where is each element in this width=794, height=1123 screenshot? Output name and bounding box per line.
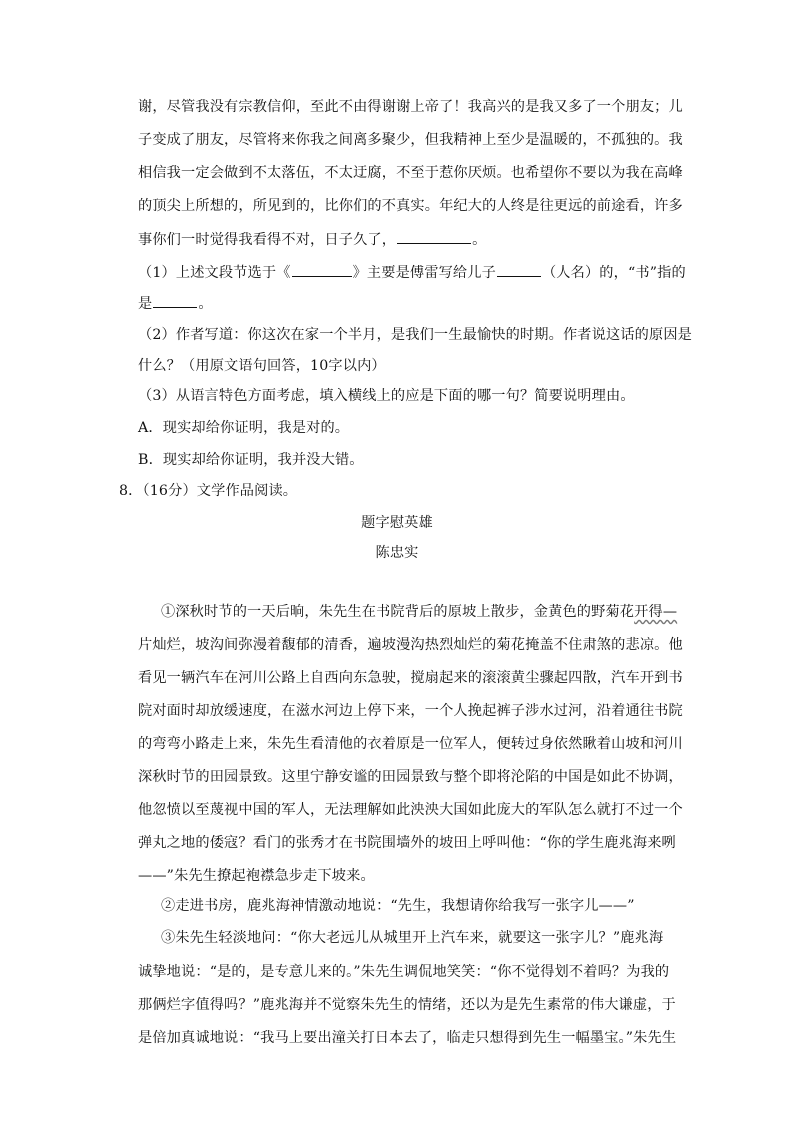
story-p3-line-4: 是倍加真诚地说：“我马上要出潼关打日本去了，临走只想得到先生一幅墨宝。”朱先生 [138, 1030, 677, 1046]
story-p1-line-1-text: ①深秋时节的一天后晌，朱先生在书院背后的原坡上散步，金黄色的野菊花 [161, 604, 635, 620]
story-p1-line-3: 看见一辆汽车在河川公路上自西向东急驶，搅扇起来的滚滚黄尘骤起四散，汽车开到书 [138, 670, 683, 686]
passage-line-5 [138, 229, 486, 250]
story-title: 题字慰英雄 [361, 515, 433, 531]
book-meaning-blank[interactable] [153, 293, 197, 308]
question-7-2-cont: 什么？（用原文语句回答，10字以内） [138, 358, 386, 374]
passage-line-5-text: 事你们一时觉得我看得不对，日子久了， [138, 232, 397, 248]
story-p1-line-9: ——”朱先生撩起袍襟急步走下坡来。 [138, 868, 375, 884]
story-p2: ②走进书房，鹿兆海神情激动地说：“先生，我想请你给我写一张字儿——” [161, 898, 635, 914]
passage-line-5-end: 。 [472, 232, 487, 248]
q1-text-d: 是 [138, 296, 153, 312]
answer-blank[interactable] [397, 229, 471, 244]
q1-text-c: （人名）的，“书”指的 [541, 265, 686, 281]
option-a[interactable]: A．现实却给你证明，我是对的。 [138, 420, 350, 436]
passage-line-4: 的顶尖上所想的，所见到的，比你们的不真实。年纪大的人终是往更远的前途看，许多 [138, 198, 683, 214]
passage-line-3: 相信我一定会做到不太落伍，不太迂腐，不至于惹你厌烦。也希望你不要以为我在高峰 [138, 165, 683, 181]
question-7-1 [138, 262, 686, 283]
story-p1-line-6: 深秋时节的田园景致。这里宁静安谧的田园景致与整个即将沦陷的中国是如此不协调， [138, 769, 683, 785]
passage-line-2: 子变成了朋友，尽管将来你我之间离多聚少，但我精神上至少是温暖的，不孤独的。我 [138, 132, 683, 148]
story-p1-line-7: 他忽愤以至蔑视中国的军人，无法理解如此泱泱大国如此庞大的军队怎么就打不过一个 [138, 802, 683, 818]
question-7-2: （2）作者写道：你这次在家一个半月，是我们一生最愉快的时期。作者说这话的原因是 [138, 327, 693, 343]
story-p3-line-3: 那俩烂字值得吗？”鹿兆海并不觉察朱先生的情绪，还以为是先生素常的伟大谦虚，于 [138, 997, 676, 1013]
story-author: 陈忠实 [375, 545, 419, 561]
question-8-heading: 8．（16分）文学作品阅读。 [119, 483, 298, 499]
question-7-1-cont [138, 293, 213, 314]
story-p1-line-8: 弹丸之地的倭寇？看门的张秀才在书院围墙外的坡田上呼叫他：“你的学生鹿兆海来咧 [138, 835, 676, 851]
question-7-3: （3）从语言特色方面考虑，填入横线上的应是下面的哪一句？简要说明理由。 [138, 388, 635, 404]
son-name-blank[interactable] [497, 262, 541, 277]
story-p1-line-4: 院对面时却放缓速度，在滋水河边上停下来，一个人挽起裤子涉水过河，沿着通往书院 [138, 703, 683, 719]
q1-text-b: 》主要是傅雷写给儿子 [352, 265, 496, 281]
story-p1-line-5: 的弯弯小路走上来，朱先生看清他的衣着原是一位军人，便转过身依然瞅着山坡和河川 [138, 736, 683, 752]
story-p3-line-2: 诚挚地说：“是的，是专意儿来的。”朱先生调侃地笑笑：“你不觉得划不着吗？为我的 [138, 964, 670, 980]
story-p1-line-2: 片灿烂，坡沟间弥漫着馥郁的清香，遍坡漫沟热烈灿烂的菊花掩盖不住肃煞的悲凉。他 [138, 637, 683, 653]
story-p1-line-1-wavy: 开得— [634, 604, 678, 620]
story-p3-line-1: ③朱先生轻淡地问：“你大老远儿从城里开上汽车来，就要这一张字儿？”鹿兆海 [161, 930, 664, 946]
passage-line-1: 谢，尽管我没有宗教信仰，至此不由得谢谢上帝了！我高兴的是我又多了一个朋友；儿 [138, 99, 683, 115]
story-p1-line-1 [161, 602, 677, 622]
q1-text-e: 。 [198, 296, 213, 312]
option-b[interactable]: B．现实却给你证明，我并没大错。 [138, 452, 364, 468]
q1-text-a: （1）上述文段节选于《 [138, 265, 291, 281]
book-title-blank[interactable] [292, 262, 352, 277]
